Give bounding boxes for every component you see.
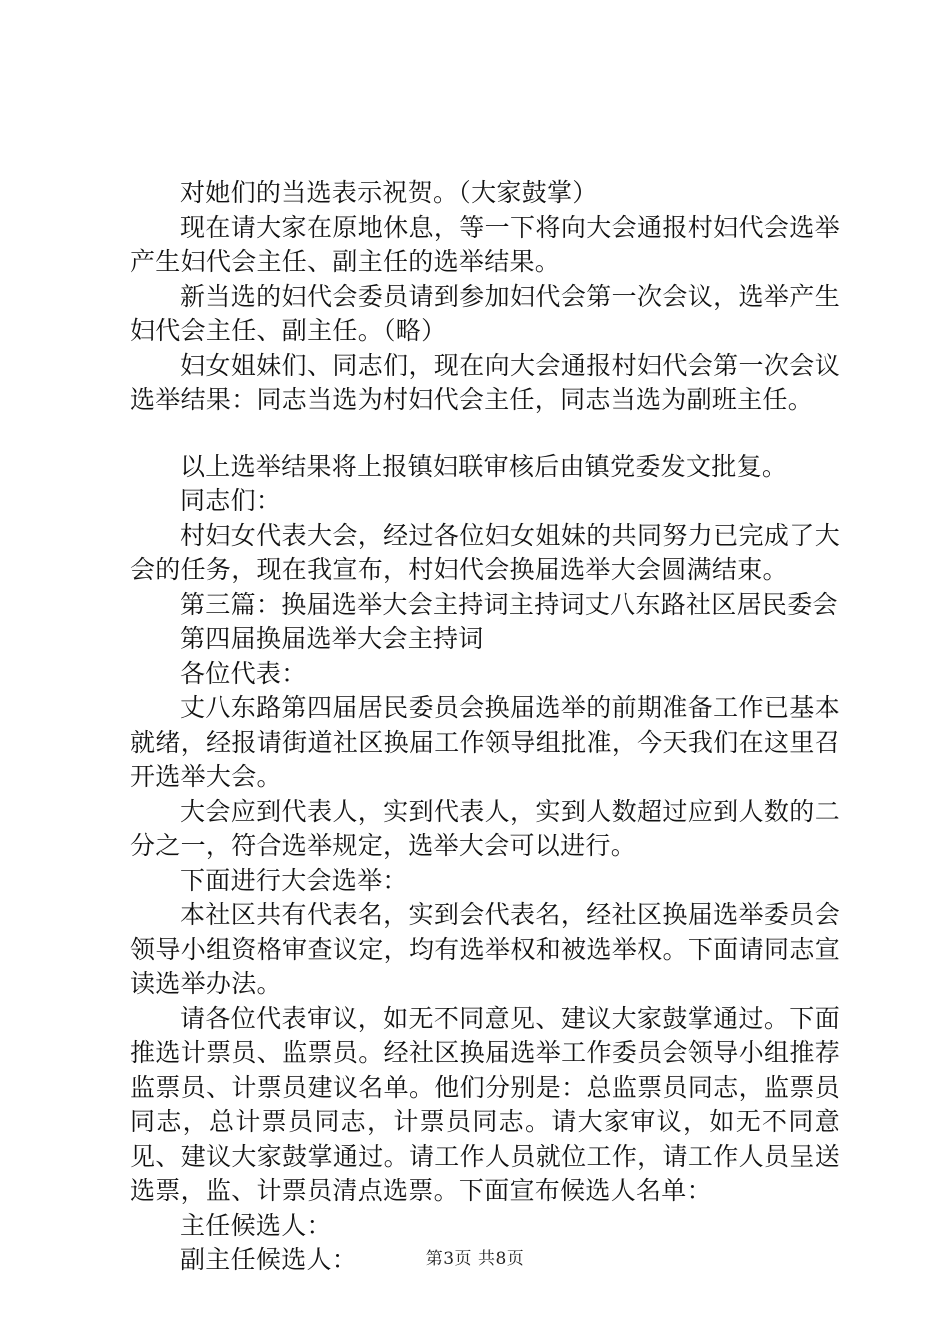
paragraph: 丈八东路第四届居民委员会换届选举的前期准备工作已基本就绪，经报请街道社区换届工作领导组批准，今天我们在这里召开选举大会。	[130, 693, 840, 791]
paragraph: 各位代表：	[180, 658, 307, 688]
paragraph: 副主任候选人：	[180, 1245, 358, 1274]
paragraph-gap	[130, 418, 840, 450]
paragraph: 大会应到代表人，实到代表人，实到人数超过应到人数的二分之一，符合选举规定，选举大会可以进行。	[130, 796, 840, 860]
paragraph: 下面进行大会选举：	[180, 865, 408, 895]
paragraph: 主任候选人：	[180, 1210, 332, 1240]
paragraph: 对她们的当选表示祝贺。（大家鼓掌）	[180, 178, 598, 207]
paragraph: 村妇女代表大会，经过各位妇女姐妹的共同努力已完成了大会的任务，现在我宣布，村妇代会换届选举大会圆满结束。	[130, 520, 840, 584]
page-number-footer: 第3页 共8页	[425, 1249, 525, 1269]
paragraph: 妇女姐妹们、同志们，现在向大会通报村妇代会第一次会议选举结果：同志当选为村妇代会主任，同志当选为副班主任。	[130, 350, 840, 414]
paragraph: 本社区共有代表名，实到会代表名，经社区换届选举委员会领导小组资格审查议定，均有选举权和被选举权。下面请同志宣读选举办法。	[130, 900, 840, 998]
paragraph: 请各位代表审议，如无不同意见、建议大家鼓掌通过。下面推选计票员、监票员。经社区换届选举工作委员会领导小组推荐监票员、计票员建议名单。他们分别是：总监票员同志，监票员同志，总计票员同志，计票员同志。请大家审议，如无不同意见、建议大家鼓掌通过。请工作人员就位工作，请工作人员呈送选票，监、计票员清点选票。下面宣布候选人名单：	[130, 1003, 840, 1205]
section-heading: 第三篇：换届选举大会主持词主持词丈八东路社区居民委会	[180, 589, 838, 619]
paragraph: 现在请大家在原地休息，等一下将向大会通报村妇代会选举产生妇代会主任、副主任的选举结果。	[130, 212, 840, 276]
document-body	[130, 176, 840, 1278]
paragraph: 同志们：	[180, 486, 282, 515]
section-subtitle: 第四届换届选举大会主持词	[180, 624, 484, 653]
paragraph: 以上选举结果将上报镇妇联审核后由镇党委发文批复。	[180, 451, 788, 481]
paragraph: 新当选的妇代会委员请到参加妇代会第一次会议，选举产生妇代会主任、副主任。（略）	[130, 281, 840, 345]
